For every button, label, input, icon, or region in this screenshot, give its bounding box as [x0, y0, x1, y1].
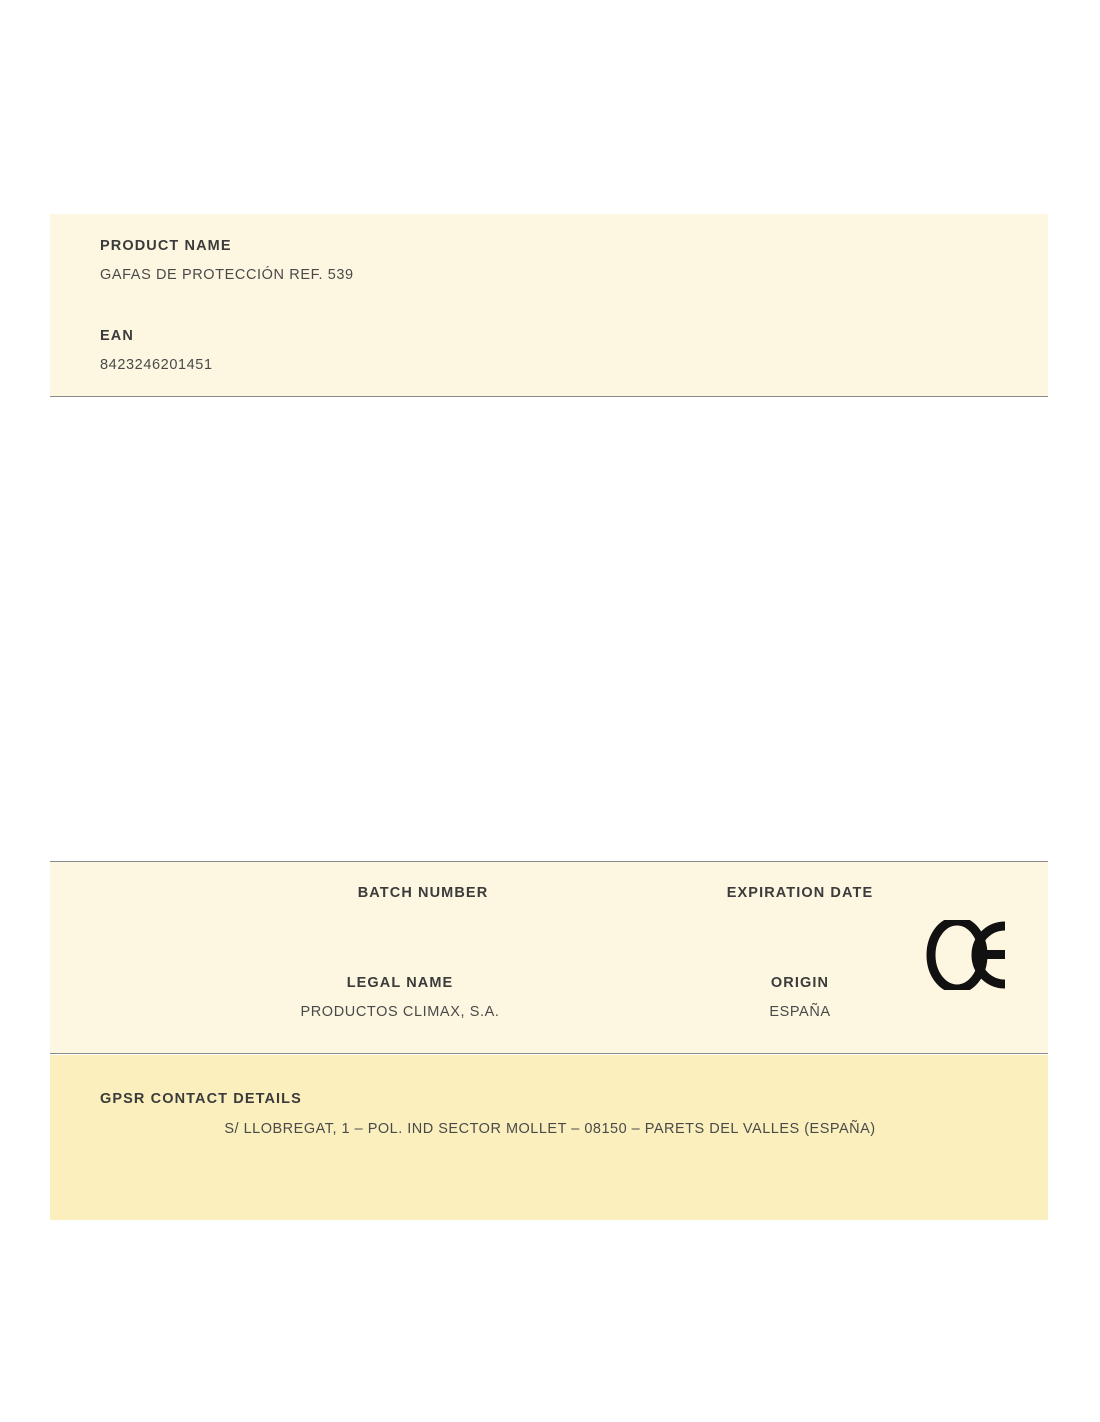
product-info-block — [50, 214, 1048, 397]
compliance-info-block — [50, 861, 1048, 1054]
batch-number-label: BATCH NUMBER — [357, 885, 489, 901]
origin-label: ORIGIN — [770, 975, 830, 991]
origin-value: ESPAÑA — [769, 1004, 831, 1020]
gpsr-contact-block — [50, 1055, 1048, 1220]
ean-value: 8423246201451 — [100, 357, 213, 373]
gpsr-contact-label: GPSR CONTACT DETAILS — [100, 1091, 302, 1107]
gpsr-contact-value: S/ LLOBREGAT, 1 – POL. IND SECTOR MOLLET – 08150 – PARETS DEL VALLES (ESPAÑA) — [224, 1121, 876, 1137]
legal-name-value: PRODUCTOS CLIMAX, S.A. — [300, 1004, 500, 1020]
expiration-date-label: EXPIRATION DATE — [726, 885, 874, 901]
legal-name-label: LEGAL NAME — [346, 975, 454, 991]
ean-label: EAN — [100, 328, 134, 344]
ce-mark-icon — [905, 920, 1015, 990]
product-name-value: GAFAS DE PROTECCIÓN REF. 539 — [100, 267, 354, 283]
product-name-label: PRODUCT NAME — [100, 238, 232, 254]
